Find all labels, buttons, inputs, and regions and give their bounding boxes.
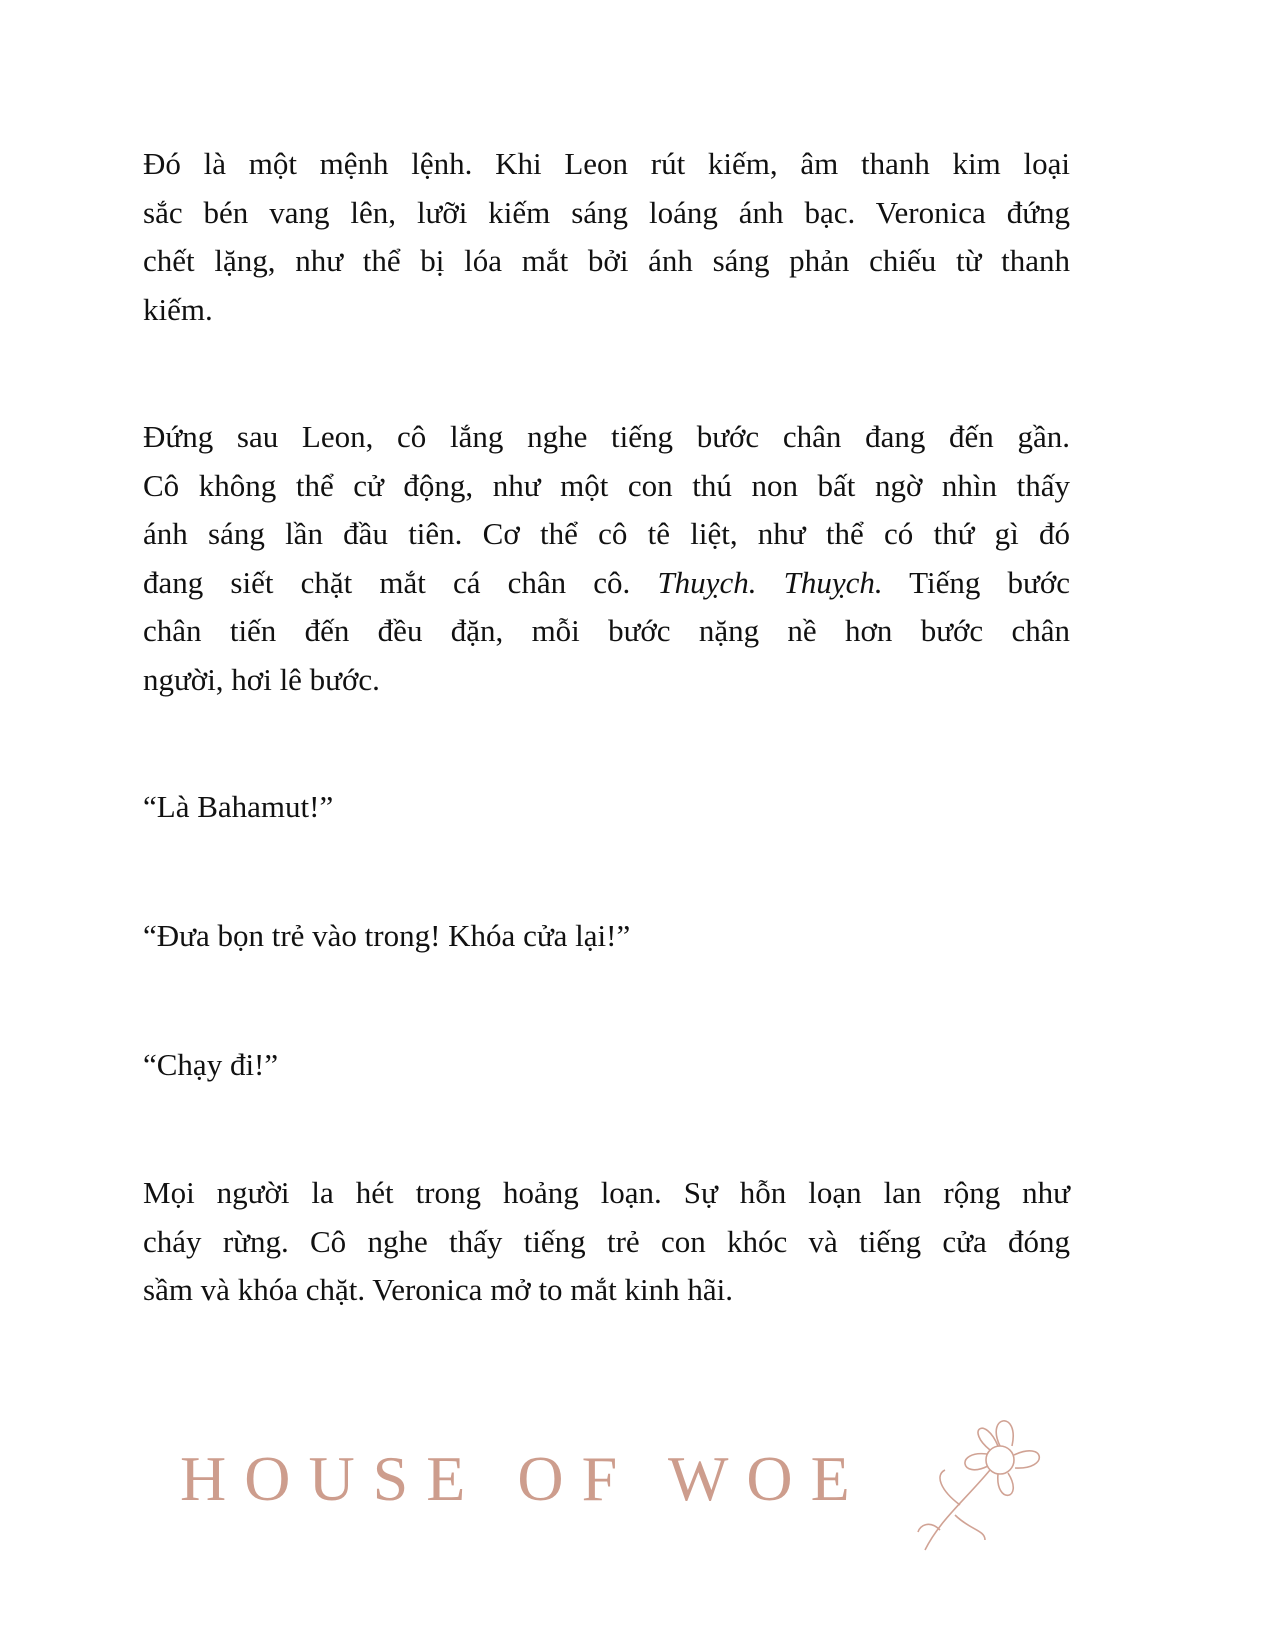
paragraph-6 (143, 1169, 1070, 1315)
paragraph-1 (143, 140, 1070, 334)
text-line: Cô không thể cử động, như một con thú non bất ngờ nhìn thấy (143, 467, 1070, 503)
text-line: chân tiến đến đều đặn, mỗi bước nặng nề hơn bước chân (143, 613, 1070, 648)
text-line: “Chạy đi!” (143, 1047, 279, 1082)
text-line: “Đưa bọn trẻ vào trong! Khóa cửa lại!” (143, 918, 631, 953)
watermark-text: HOUSE OF WOE (180, 1443, 868, 1514)
text-line: Đứng sau Leon, cô lắng nghe tiếng bước chân đang đến gần. (143, 419, 1070, 454)
text-line: sầm và khóa chặt. Veronica mở to mắt kinh hãi. (143, 1272, 734, 1307)
text-line: Đó là một mệnh lệnh. Khi Leon rút kiếm, âm thanh kim loại (143, 146, 1070, 181)
italic-sound-effect: Thuỵch. Thuỵch. (657, 564, 883, 600)
flower-icon (918, 1421, 1039, 1550)
dialogue-1 (143, 783, 1070, 832)
dialogue-2 (143, 912, 1070, 961)
text-line: kiếm. (143, 291, 213, 327)
text-line: chết lặng, như thể bị lóa mắt bởi ánh sáng phản chiếu từ thanh (143, 243, 1070, 278)
text-line: cháy rừng. Cô nghe thấy tiếng trẻ con khóc và tiếng cửa đóng (143, 1223, 1070, 1259)
text-line: sắc bén vang lên, lưỡi kiếm sáng loáng ánh bạc. Veronica đứng (143, 194, 1070, 230)
text-line: Mọi người la hét trong hoảng loạn. Sự hỗn loạn lan rộng như (143, 1175, 1070, 1210)
paragraph-2 (143, 413, 1070, 704)
text-line: ánh sáng lần đầu tiên. Cơ thể cô tê liệt, như thể có thứ gì đó (143, 516, 1070, 551)
text-line (143, 559, 1070, 608)
text-segment: Tiếng bước (882, 564, 1070, 600)
text-line: “Là Bahamut!” (143, 789, 334, 824)
dialogue-3 (143, 1041, 1070, 1090)
text-line: người, hơi lê bước. (143, 661, 380, 697)
text-segment: đang siết chặt mắt cá chân cô. (143, 564, 658, 600)
